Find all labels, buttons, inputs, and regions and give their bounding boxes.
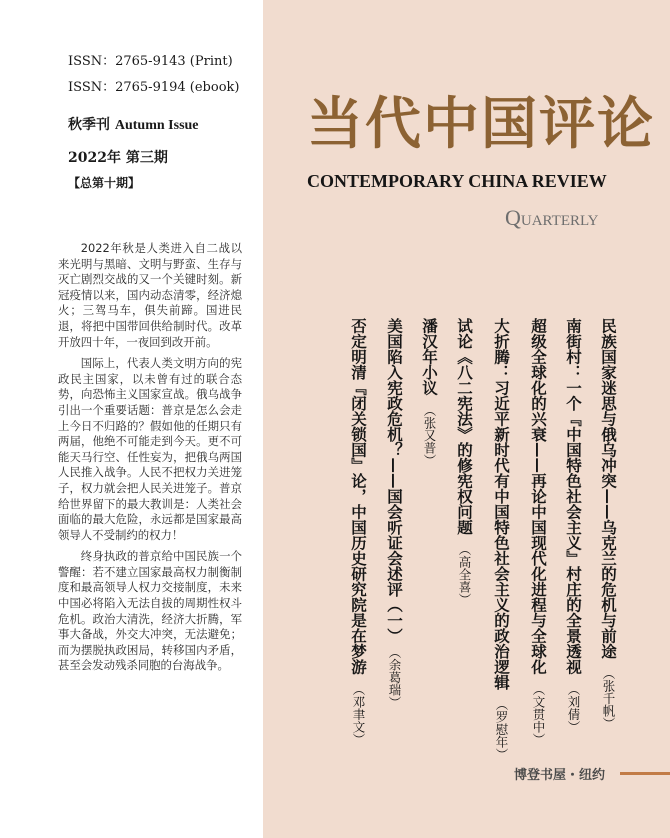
editorial-intro — [58, 241, 242, 680]
toc-title: 潘汉年小议 — [420, 318, 438, 396]
intro-paragraph: 国际上，代表人类文明方向的宪政民主国家，以未曾有过的联合态势，向恐怖主义国家宣战。俄乌战争引出一个重要话题：普京是怎么会走上今日不归路的？假如他的任期只有两届，他绝不可能走到今天。更不可能天马行空、任性妄为，把俄乌两国人民推入战争。人民不把权力关进笼子，权力就会把人民关进笼子。普京给世界留下的最大教训是：人类社会面临的最大危险，永远都是国家最高领导人不受制约的权力！ — [58, 356, 242, 542]
season-en: Autumn Issue — [114, 118, 199, 133]
issn-ebook: ISSN：2765-9194 (ebook) — [68, 80, 240, 95]
publisher-name: 博登书屋・纽约 — [514, 768, 606, 783]
issn-print: ISSN：2765-9143 (Print) — [68, 54, 233, 69]
toc-title: 大折腾：习近平新时代有中国特色社会主义的政治逻辑 — [492, 318, 510, 690]
issue-total-number: 【总第十期】 — [68, 176, 141, 190]
toc-author: （邓聿文） — [351, 682, 366, 745]
toc-author: （余葛瑞） — [387, 651, 402, 708]
toc-entry[interactable] — [347, 318, 369, 758]
toc-entry[interactable] — [490, 318, 512, 761]
intro-paragraph: 2022年秋是人类进入自二战以来光明与黑暗、文明与野蛮、生存与灭亡剧烈交战的又一个关键时刻。新冠疫情以来，国内动态清零，经济熄火；三驾马车，俱失前蹄。国进民退，将把中国带回供给制时代。改革开放四十年，一夜回到改开前。 — [58, 241, 242, 349]
toc-author: （张千帆） — [601, 667, 616, 730]
toc-entry[interactable] — [597, 318, 619, 758]
season-label — [68, 114, 199, 134]
toc-title: 否定明清『闭关锁国』论，中国历史研究院是在梦游 — [349, 318, 367, 675]
toc-entry[interactable] — [453, 318, 475, 758]
toc-title: 南街村：一个『中国特色社会主义』村庄的全景透视 — [564, 318, 582, 675]
publisher-accent-line — [620, 772, 670, 775]
toc-author: （文贯中） — [531, 682, 546, 745]
masthead-quarterly: Quarterly — [505, 205, 599, 230]
toc-author: （罗慰年） — [494, 698, 509, 761]
toc-entry[interactable] — [562, 318, 584, 758]
toc-title: 试论《八二宪法》的修宪权问题 — [455, 318, 473, 535]
toc-author: （高全喜） — [457, 543, 472, 606]
toc-author: （张又普） — [422, 403, 437, 466]
intro-paragraph: 终身执政的普京给中国民族一个警醒：若不建立国家最高权力制衡制度和最高领导人权力交接制度，未来中国必将陷入无法自拔的周期性权斗危机。政治大清洗，经济大折腾，军事大备战，外交大冲突，无法避免；而为摆脱执政困局，转移国内矛盾，甚至会发动残杀同胞的台海战争。 — [58, 549, 242, 673]
issue-year: 2022年 第三期 — [68, 150, 168, 166]
toc-title: 超级全球化的兴衰——再论中国现代化进程与全球化 — [529, 318, 547, 675]
masthead-title-cn: 当代中国评论 — [307, 92, 655, 157]
toc-title: 美国陷入宪政危机？——国会听证会述评（一） — [385, 318, 403, 644]
season-cn: 秋季刊 — [68, 117, 110, 133]
masthead-title-en: CONTEMPORARY CHINA REVIEW — [307, 171, 607, 191]
toc-title: 民族国家迷思与俄乌冲突——乌克兰的危机与前途 — [599, 318, 617, 659]
toc-entry[interactable] — [383, 318, 405, 758]
toc-entry[interactable] — [418, 318, 440, 758]
left-panel — [0, 0, 263, 838]
toc-entry[interactable] — [527, 318, 549, 758]
toc-author: （刘倩） — [566, 682, 581, 733]
